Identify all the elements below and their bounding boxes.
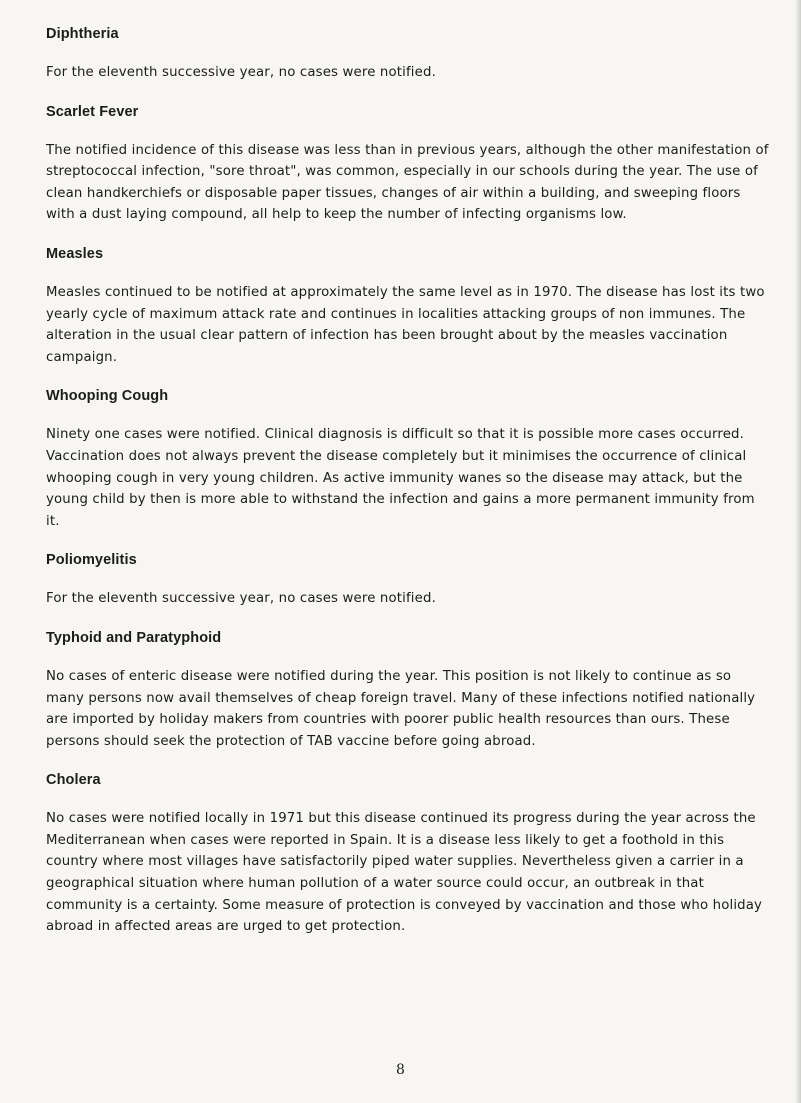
section-paragraph: For the eleventh successive year, no cases were notified. [46,591,436,607]
section-whooping-cough [46,388,771,532]
section-heading: Measles [46,245,104,262]
page-number: 8 [396,1062,405,1078]
section-heading: Whooping Cough [46,388,169,405]
section-paragraph: The notified incidence of this disease was less than in previous years, although the other manifestation of streptococcal infection, "sore throat", was common, especially in our schools during the year. The use of clean handkerchiefs or disposable paper tissues, changes of air within a building, and sweeping floors with a dust laying compound, all help to keep the number of infecting organisms low. [46,142,769,223]
section-heading: Typhoid and Paratyphoid [46,629,222,646]
section-paragraph: No cases of enteric disease were notified during the year. This position is not likely to continue as so many persons now avail themselves of cheap foreign travel. Many of these infections notified nationally are imported by holiday makers from countries with poorer public health resources than ours. These persons should seek the protection of TAB vaccine before going abroad. [46,668,756,749]
section-paragraph: No cases were notified locally in 1971 but this disease continued its progress during the year across the Mediterranean when cases were reported in Spain. It is a disease less likely to get a foothold in this country where most villages have satisfactorily piped water supplies. Nevertheless given a carrier in a geographical situation where human pollution of a water source could occur, an outbreak in that community is a certainty. Some measure of protection is conveyed by vaccination and those who holiday abroad in affected areas are urged to get protection. [46,811,763,935]
section-paragraph: Ninety one cases were notified. Clinical diagnosis is difficult so that it is possible more cases occurred. Vaccination does not always prevent the disease completely but it minimises the occurrence of clinical whooping cough in very young children. As active immunity wanes so the disease may attack, but the young child by then is more able to withstand the infection and gains a more permanent immunity from it. [46,427,755,529]
section-heading: Diphtheria [46,26,119,42]
section-paragraph: Measles continued to be notified at approximately the same level as in 1970. The disease has lost its two yearly cycle of maximum attack rate and continues in localities attacking groups of non immunes. The alteration in the usual clear pattern of infection has been brought about by the measles vaccination campaign. [46,284,765,365]
document-body [46,26,771,958]
section-heading: Poliomyelitis [46,552,137,569]
section-measles [46,246,771,368]
section-typhoid-paratyphoid [46,630,771,752]
section-paragraph: For the eleventh successive year, no cases were notified. [46,65,436,80]
section-heading: Cholera [46,772,101,789]
section-heading: Scarlet Fever [46,103,139,120]
section-cholera [46,772,771,938]
section-scarlet-fever [46,104,771,226]
section-poliomyelitis [46,552,771,610]
section-diphtheria [46,26,771,84]
page-edge-shadow [795,0,801,1103]
